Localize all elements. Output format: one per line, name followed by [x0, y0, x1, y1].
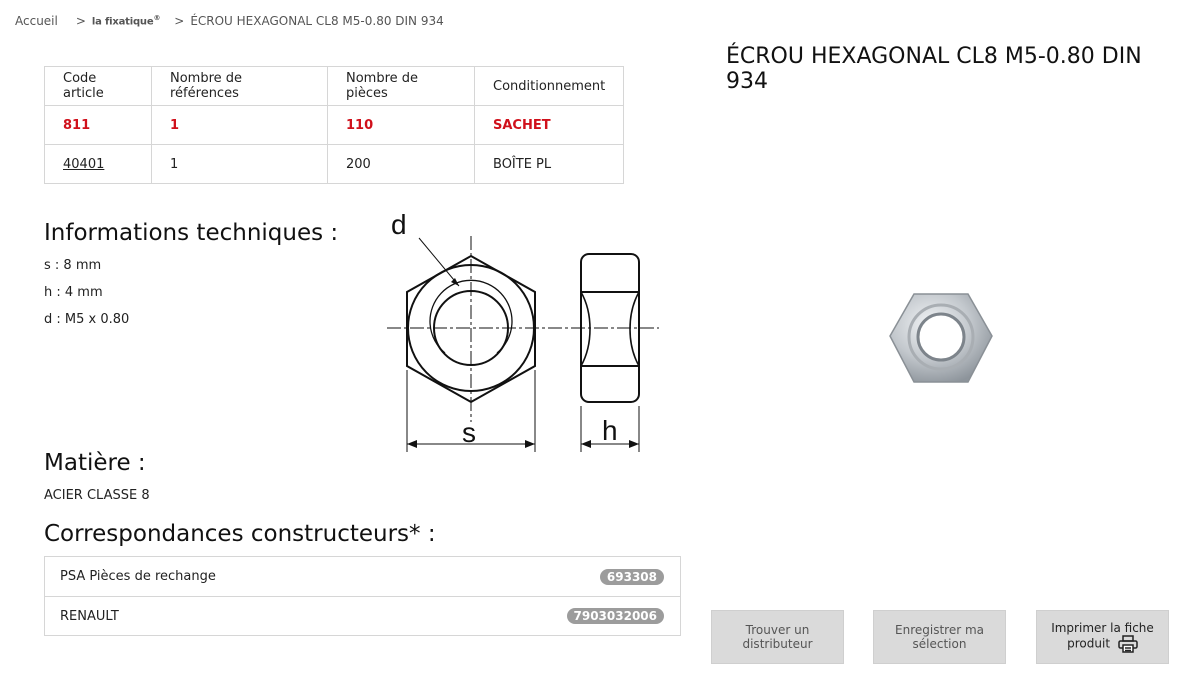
- spec-s: s : 8 mm: [44, 258, 102, 273]
- cell-pieces: 200: [328, 145, 475, 184]
- maker-name: RENAULT: [60, 608, 119, 624]
- breadcrumb-separator: >: [174, 14, 185, 28]
- material-title: Matière :: [44, 450, 146, 476]
- nut-technical-drawing: [385, 208, 665, 454]
- drawing-arrow: [581, 440, 591, 448]
- breadcrumb-brand-label: la fixatique: [91, 16, 154, 28]
- breadcrumb-separator: >: [75, 14, 86, 28]
- header-code-article: Code article: [45, 67, 152, 106]
- drawing-side-curve: [630, 292, 639, 366]
- breadcrumb-brand-mark: ®: [153, 14, 161, 23]
- tech-info-title: Informations techniques :: [44, 220, 339, 246]
- drawing-side-curve: [581, 292, 590, 366]
- drawing-label-s: s: [462, 417, 476, 448]
- breadcrumb-current: ÉCROU HEXAGONAL CL8 M5-0.80 DIN 934: [190, 14, 444, 28]
- print-product-sheet-button[interactable]: [1036, 610, 1169, 664]
- correspondences-title: Correspondances constructeurs* :: [44, 521, 436, 547]
- save-label-line1: Enregistrer ma: [895, 623, 984, 637]
- save-selection-button[interactable]: [873, 610, 1006, 664]
- article-code-link[interactable]: 40401: [63, 156, 105, 172]
- cell-pieces: 110: [328, 106, 475, 145]
- table-header-row: [45, 67, 624, 106]
- table-row: [45, 106, 624, 145]
- list-item: [45, 596, 680, 635]
- product-photo: [886, 288, 996, 388]
- maker-ref-badge: 693308: [600, 569, 664, 585]
- product-title: ÉCROU HEXAGONAL CL8 M5-0.80 DIN 934: [726, 44, 1142, 94]
- spec-d: d : M5 x 0.80: [44, 312, 130, 327]
- print-label-line2: produit: [1067, 636, 1111, 651]
- maker-name: PSA Pièces de rechange: [60, 569, 216, 584]
- find-distributor-label: [742, 623, 812, 651]
- drawing-label-d: d: [391, 209, 407, 240]
- table-row: [45, 145, 624, 184]
- material-value: ACIER CLASSE 8: [44, 488, 150, 503]
- drawing-arrow: [525, 440, 535, 448]
- find-label-line1: Trouver un: [745, 623, 810, 637]
- drawing-label-h: h: [602, 415, 618, 446]
- drawing-arrow: [407, 440, 417, 448]
- drawing-leader-d: [419, 238, 459, 286]
- find-label-line2: distributeur: [742, 637, 813, 651]
- header-nombre-references: Nombre de références: [152, 67, 328, 106]
- spec-h: h : 4 mm: [44, 285, 103, 300]
- cell-refs: 1: [152, 106, 328, 145]
- correspondences-list: [44, 556, 681, 636]
- cell-code: [45, 145, 152, 184]
- photo-nut-hole: [918, 314, 964, 360]
- breadcrumb-home-link[interactable]: Accueil: [15, 14, 58, 28]
- save-label-line2: sélection: [912, 637, 967, 651]
- breadcrumb-brand-link[interactable]: [92, 14, 160, 27]
- list-item: [45, 557, 680, 596]
- header-nombre-pieces: Nombre de pièces: [328, 67, 475, 106]
- cell-packaging: SACHET: [475, 106, 624, 145]
- print-label-line1: Imprimer la fiche: [1051, 621, 1154, 635]
- print-label: [1051, 621, 1154, 653]
- breadcrumb: [15, 14, 444, 28]
- drawing-arrow: [629, 440, 639, 448]
- cell-refs: 1: [152, 145, 328, 184]
- maker-ref-badge: 7903032006: [567, 608, 665, 624]
- find-distributor-button[interactable]: [711, 610, 844, 664]
- printer-icon: [1118, 635, 1138, 653]
- references-table: [44, 66, 624, 184]
- header-conditionnement: Conditionnement: [475, 67, 624, 106]
- save-selection-label: [895, 623, 984, 651]
- cell-code: 811: [45, 106, 152, 145]
- cell-packaging: BOÎTE PL: [475, 145, 624, 184]
